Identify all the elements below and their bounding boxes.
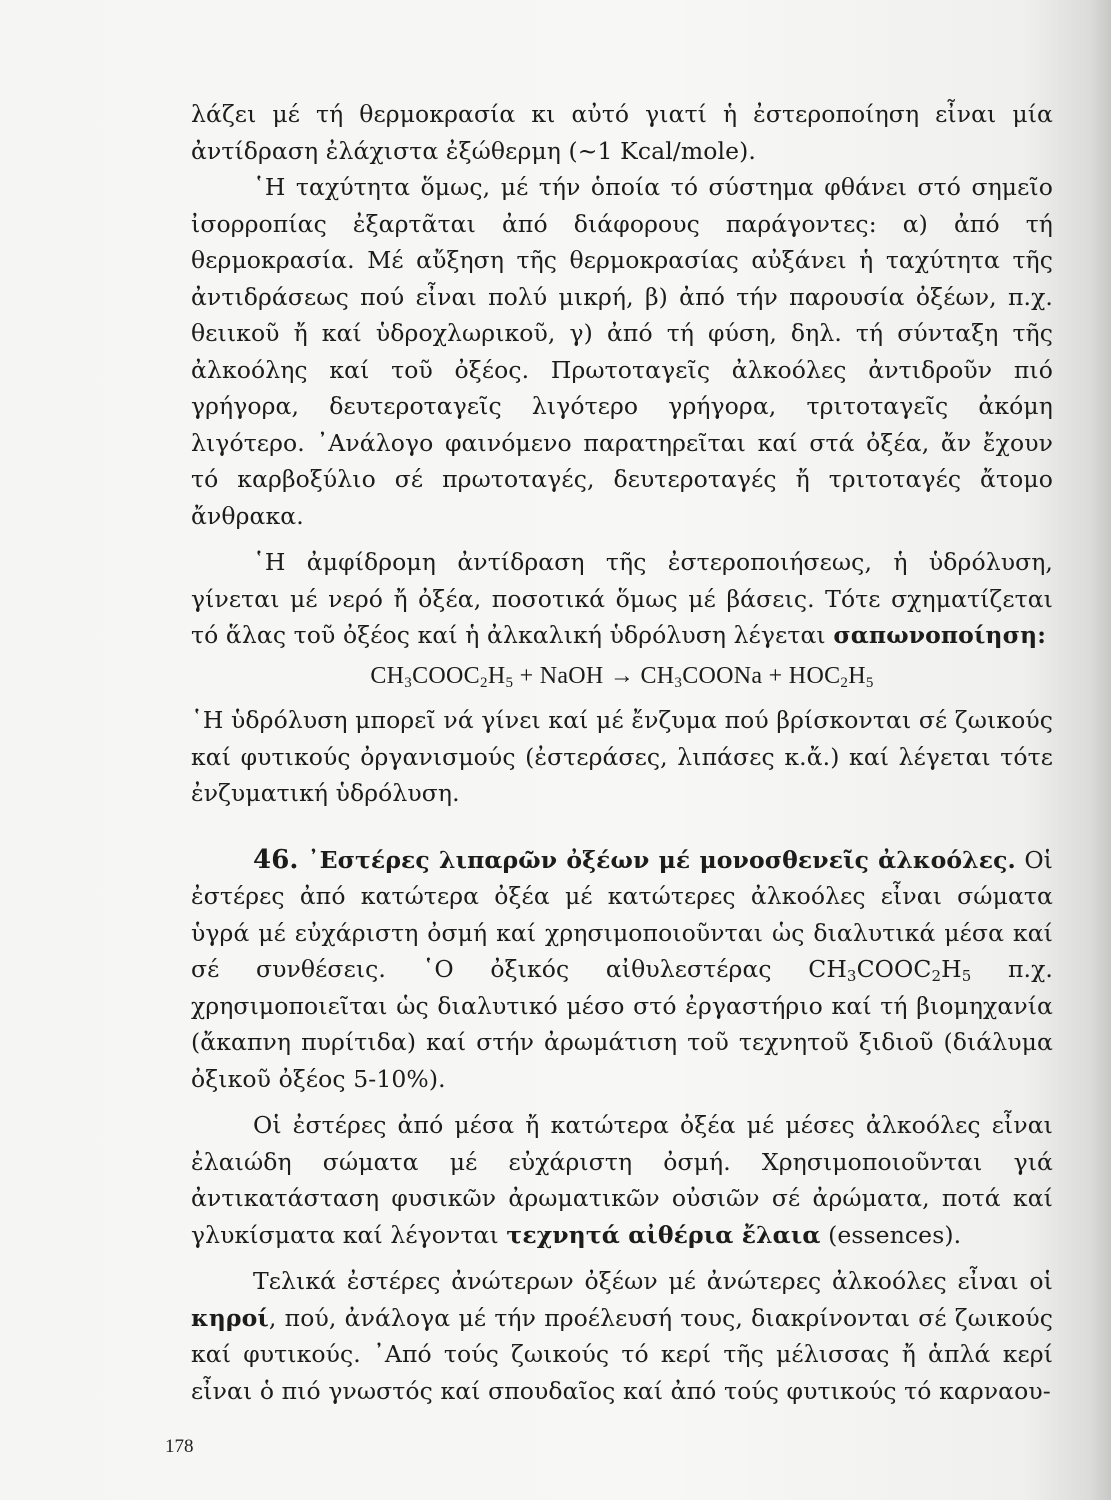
term-essential-oils: τεχνητά αἰθέρια ἔλαια — [506, 1220, 821, 1249]
section-title: ᾿Εστέρες λιπαρῶν ὀξέων μέ μονοσθενεῖς ἀλκοόλες. — [298, 845, 1016, 874]
paragraph-continuation: λάζει μέ τή θερμοκρασία κι αὐτό γιατί ἡ ἐστεροποίηση εἶναι μία ἀντίδραση ἐλάχιστα ἐξώθερμη (~1 Kcal/mole). — [191, 100, 1053, 165]
section-46: 46. ᾿Εστέρες λιπαρῶν ὀξέων μέ μονοσθενεῖς ἀλκοόλες. Οἱ ἐστέρες ἀπό κατώτερα ὀξέα μέ κατώτερες ἀλκοόλες εἶναι σώματα ὑγρά μέ εὐχάριστη ὀσμή καί χρησιμοποιοῦνται ὡς διαλυτικά μέσα καί σέ συνθέσεις. ῾Ο ὀξικός αἰθυλεστέρας $CH_3COOC_2H_5$ π.χ. χρησιμοποιεῖται ὡς διαλυτικό μέσο στό ἐργαστήριο καί τή βιομηχανία (ἄκαπνη πυρίτιδα) καί στήν ἀρωμάτιση τοῦ τεχνητοῦ ξιδιοῦ (διάλυμα ὀξικοῦ ὀξέος 5-10%). — [191, 844, 1053, 1093]
saponification-equation: $CH_3COOC_2H_5$ + NaOH → $CH_3COONa + HOC_2H_5$ — [370, 662, 874, 691]
paragraph-enzymatic-hydrolysis: ῾Η ὑδρόλυση μπορεῖ νά γίνει καί μέ ἔνζυμα πού βρίσκονται σέ ζωικούς καί φυτικούς ὀργανισμούς (ἐστεράσες, λιπάσες κ.ἄ.) καί λέγεται τότε ἐνζυματική ὑδρόλυση. — [191, 706, 1053, 807]
section-text: Οἱ ἐστέρες ἀπό κατώτερα ὀξέα μέ κατώτερες ἀλκοόλες εἶναι σώματα ὑγρά μέ εὐχάριστη ὀσμή καί χρησιμοποιοῦνται ὡς διαλυτικά μέσα καί σέ συνθέσεις. ῾Ο ὀξικός αἰθυλεστέρας CH — [191, 845, 1053, 983]
term-waxes: κηροί — [191, 1303, 269, 1332]
paragraph-reaction-rate: ῾Η ταχύτητα ὅμως, μέ τήν ὁποία τό σύστημα φθάνει στό σημεῖο ἰσορροπίας ἐξαρτᾶται ἀπό διάφορους παράγοντες: α) ἀπό τή θερμοκρασία. Μέ αὔξηση τῆς θερμοκρασίας αὐξάνει ἡ ταχύτητα τῆς ἀντιδράσεως πού εἶναι πολύ μικρή, β) ἀπό τήν παρουσία ὀξέων, π.χ. θειικοῦ ἤ καί ὑδροχλωρικοῦ, γ) ἀπό τή φύση, δηλ. τή σύνταξη τῆς ἀλκοόλης καί τοῦ ὀξέος. Πρωτοταγεῖς ἀλκοόλες ἀντιδροῦν πιό γρήγορα, δευτεροταγεῖς λιγότερο γρήγορα, τριτοταγεῖς ἀκόμη λιγότερο. ᾿Ανάλογο φαινόμενο παρατηρεῖται καί στά ὀξέα, ἄν ἔχουν τό καρβοξύλιο σέ πρωτοταγές, δευτεροταγές ἤ τριτοταγές ἄτομο ἄνθρακα. — [191, 173, 1053, 530]
paragraph-waxes: Τελικά ἐστέρες ἀνώτερων ὀξέων μέ ἀνώτερες ἀλκοόλες εἶναι οἱ κηροί, πού, ἀνάλογα μέ τήν προέλευσή τους, διακρίνονται σέ ζωικούς καί φυτικούς. ᾿Από τούς ζωικούς τό κερί τῆς μέλισσας ἤ ἁπλά κερί εἶναι ὁ πιό γνωστός καί σπουδαῖος καί ἀπό τούς φυτικούς τό καρναου- — [191, 1267, 1053, 1405]
hydrolysis-text: ῾Η ἀμφίδρομη ἀντίδραση τῆς ἐστεροποιήσεως, ἡ ὑδρόλυση, γίνεται μέ νερό ἤ ὀξέα, ποσοτικά ὅμως μέ βάσεις. Τότε σχηματίζεται τό ἅλας τοῦ ὀξέος καί ἡ ἀλκαλική ὑδρόλυση λέγεται — [191, 548, 1053, 649]
term-saponification: σαπωνοποίηση: — [833, 621, 1046, 649]
paragraph-essences: Οἱ ἐστέρες ἀπό μέσα ἤ κατώτερα ὀξέα μέ μέσες ἀλκοόλες εἶναι ἐλαιώδη σώματα μέ εὐχάριστη ὀσμή. Χρησιμοποιοῦνται γιά ἀντικατάσταση φυσικῶν ἀρωματικῶν οὐσιῶν σέ ἀρώματα, ποτά καί γλυκίσματα καί λέγονται τεχνητά αἰθέρια ἔλαια (essences). — [191, 1111, 1053, 1249]
paragraph-hydrolysis — [191, 544, 1053, 654]
section-number: 46. — [253, 844, 299, 875]
text-body — [191, 96, 1053, 1409]
page-number: 178 — [165, 1436, 194, 1457]
